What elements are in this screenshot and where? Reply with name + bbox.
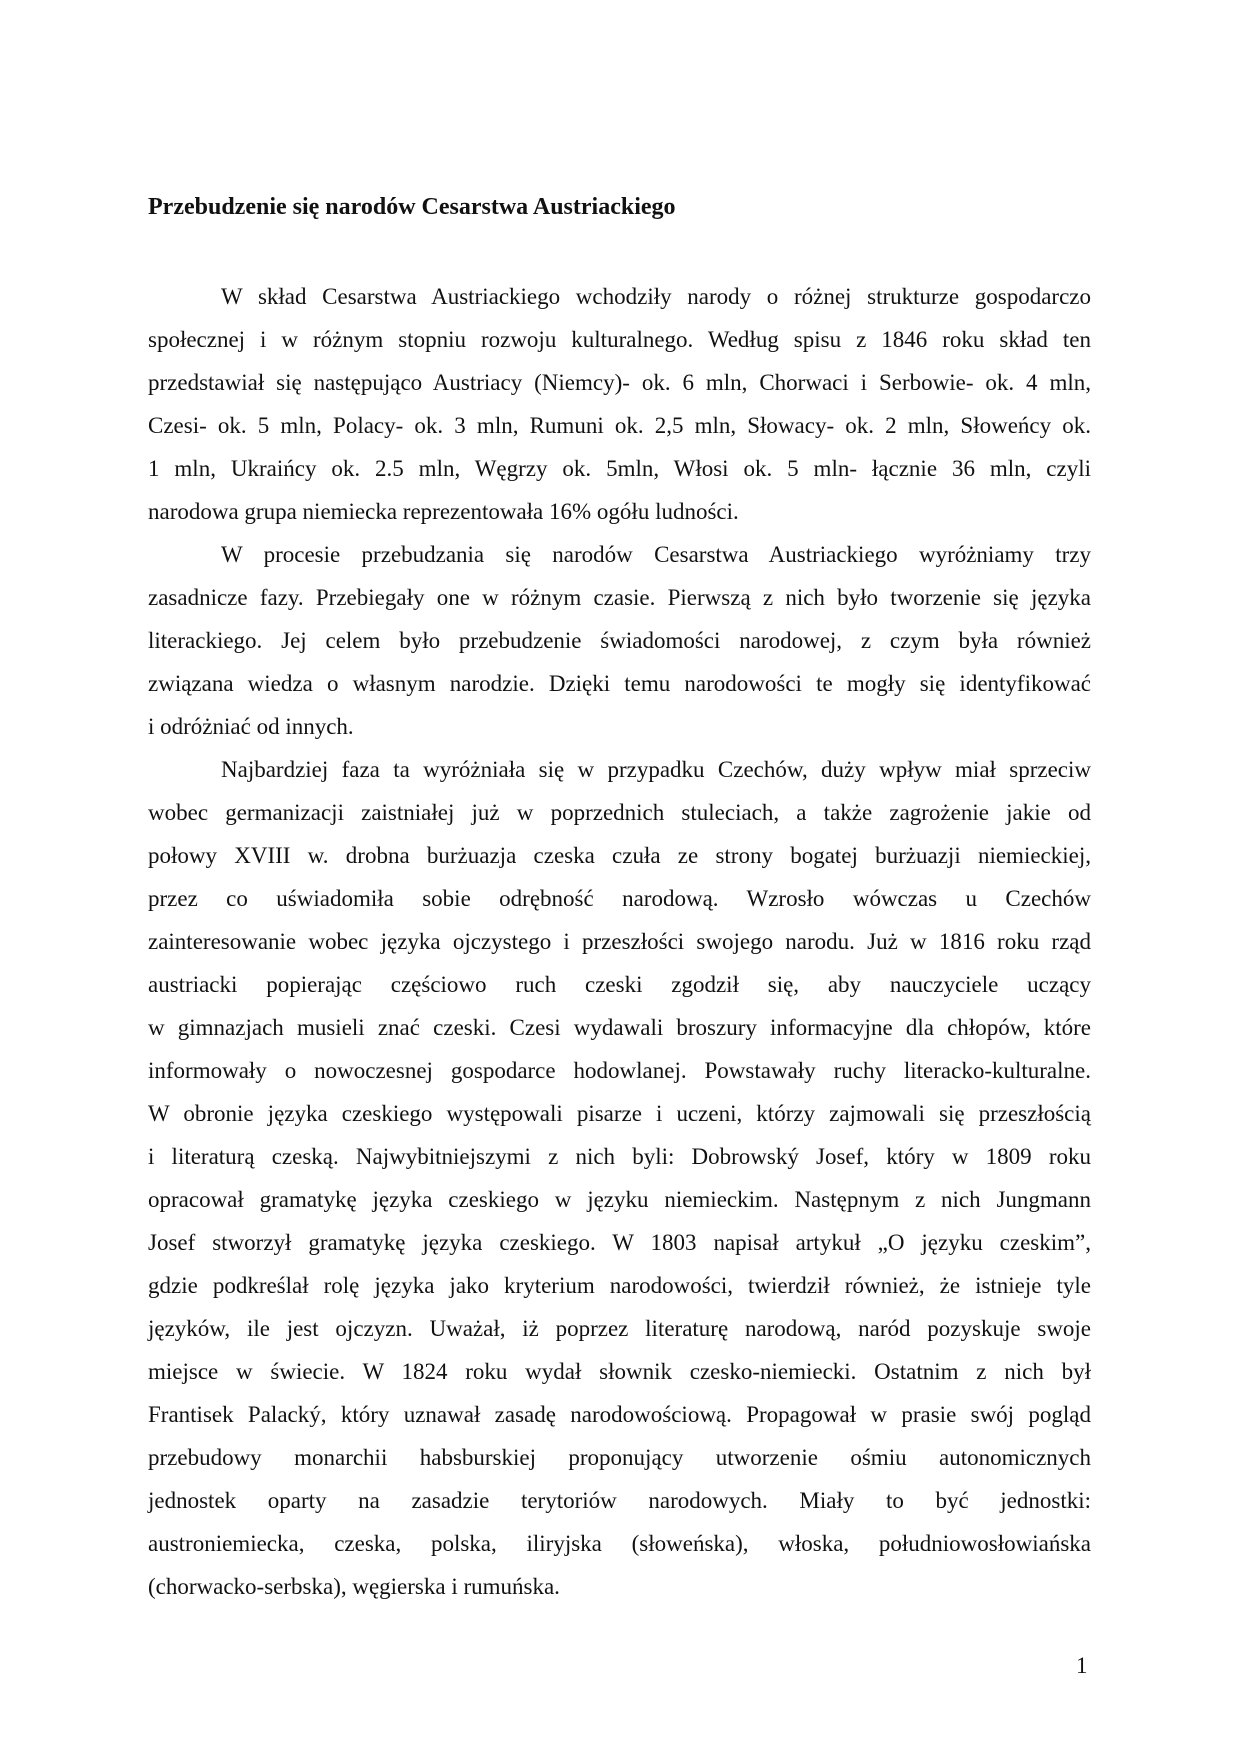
- paragraph-2-line: i odróżniać od innych.: [148, 714, 354, 739]
- paragraph-2-line: W procesie przebudzania się narodów Cesarstwa Austriackiego wyróżniamy trzy: [221, 542, 1091, 567]
- paragraph-3-line: i literaturą czeską. Najwybitniejszymi z nich byli: Dobrowský Josef, który w 1809 roku: [148, 1144, 1091, 1169]
- paragraph-3-line: Josef stworzył gramatykę języka czeskiego. W 1803 napisał artykuł „O języku czeskim”,: [148, 1230, 1091, 1255]
- paragraph-1-line: społecznej i w różnym stopniu rozwoju kulturalnego. Według spisu z 1846 roku skład ten: [148, 327, 1091, 352]
- paragraph-3-line: jednostek oparty na zasadzie terytoriów narodowych. Miały to być jednostki:: [148, 1488, 1091, 1513]
- paragraph-2-line: zasadnicze fazy. Przebiegały one w różnym czasie. Pierwszą z nich było tworzenie się języka: [148, 585, 1091, 610]
- paragraph-1-line: narodowa grupa niemiecka reprezentowała 16% ogółu ludności.: [148, 499, 739, 524]
- paragraph-3-line: połowy XVIII w. drobna burżuazja czeska czuła ze strony bogatej burżuazji niemieckiej,: [148, 843, 1091, 868]
- paragraph-3-line: wobec germanizacji zaistniałej już w poprzednich stuleciach, a także zagrożenie jakie od: [148, 800, 1091, 825]
- paragraph-3-line: w gimnazjach musieli znać czeski. Czesi wydawali broszury informacyjne dla chłopów, które: [148, 1015, 1091, 1040]
- document-body: [148, 275, 1091, 1608]
- paragraph-3-line: zainteresowanie wobec języka ojczystego i przeszłości swojego narodu. Już w 1816 roku rząd: [148, 929, 1091, 954]
- paragraph-3-line: Najbardziej faza ta wyróżniała się w przypadku Czechów, duży wpływ miał sprzeciw: [221, 757, 1091, 782]
- paragraph-1-line: Czesi- ok. 5 mln, Polacy- ok. 3 mln, Rumuni ok. 2,5 mln, Słowacy- ok. 2 mln, Słoweńcy ok.: [148, 413, 1091, 438]
- paragraph-2-line: literackiego. Jej celem było przebudzenie świadomości narodowej, z czym była również: [148, 628, 1091, 653]
- paragraph-1-line: 1 mln, Ukraińcy ok. 2.5 mln, Węgrzy ok. 5mln, Włosi ok. 5 mln- łącznie 36 mln, czyli: [148, 456, 1091, 481]
- paragraph-3-line: przez co uświadomiła sobie odrębność narodową. Wzrosło wówczas u Czechów: [148, 886, 1091, 911]
- paragraph-3-line: W obronie języka czeskiego występowali pisarze i uczeni, którzy zajmowali się przeszłością: [148, 1101, 1091, 1126]
- paragraph-3-line: gdzie podkreślał rolę języka jako kryterium narodowości, twierdził również, że istnieje tyle: [148, 1273, 1091, 1298]
- paragraph-3-line: informowały o nowoczesnej gospodarce hodowlanej. Powstawały ruchy literacko-kulturalne.: [148, 1058, 1091, 1083]
- paragraph-3-line: przebudowy monarchii habsburskiej proponujący utworzenie ośmiu autonomicznych: [148, 1445, 1091, 1470]
- paragraph-1-line: przedstawiał się następująco Austriacy (Niemcy)- ok. 6 mln, Chorwaci i Serbowie- ok. 4 mln,: [148, 370, 1091, 395]
- paragraph-3-line: austriacki popierając częściowo ruch czeski zgodził się, aby nauczyciele uczący: [148, 972, 1091, 997]
- paragraph-3-line: austroniemiecka, czeska, polska, iliryjska (słoweńska), włoska, południowosłowiańska: [148, 1531, 1091, 1556]
- paragraph-3-line: języków, ile jest ojczyzn. Uważał, iż poprzez literaturę narodową, naród pozyskuje swoje: [148, 1316, 1091, 1341]
- paragraph-1-line: W skład Cesarstwa Austriackiego wchodziły narody o różnej strukturze gospodarczo: [221, 284, 1091, 309]
- paragraph-3-line: miejsce w świecie. W 1824 roku wydał słownik czesko-niemiecki. Ostatnim z nich był: [148, 1359, 1091, 1384]
- paragraph-3-line: (chorwacko-serbska), węgierska i rumuńska.: [148, 1574, 560, 1599]
- paragraph-3-line: Frantisek Palacký, który uznawał zasadę narodowościową. Propagował w prasie swój pogląd: [148, 1402, 1091, 1427]
- paragraph-2-line: związana wiedza o własnym narodzie. Dzięki temu narodowości te mogły się identyfikować: [148, 671, 1091, 696]
- paragraph-3-line: opracował gramatykę języka czeskiego w języku niemieckim. Następnym z nich Jungmann: [148, 1187, 1091, 1212]
- page-number: 1: [1076, 1653, 1088, 1678]
- document-title: Przebudzenie się narodów Cesarstwa Austriackiego: [148, 194, 676, 220]
